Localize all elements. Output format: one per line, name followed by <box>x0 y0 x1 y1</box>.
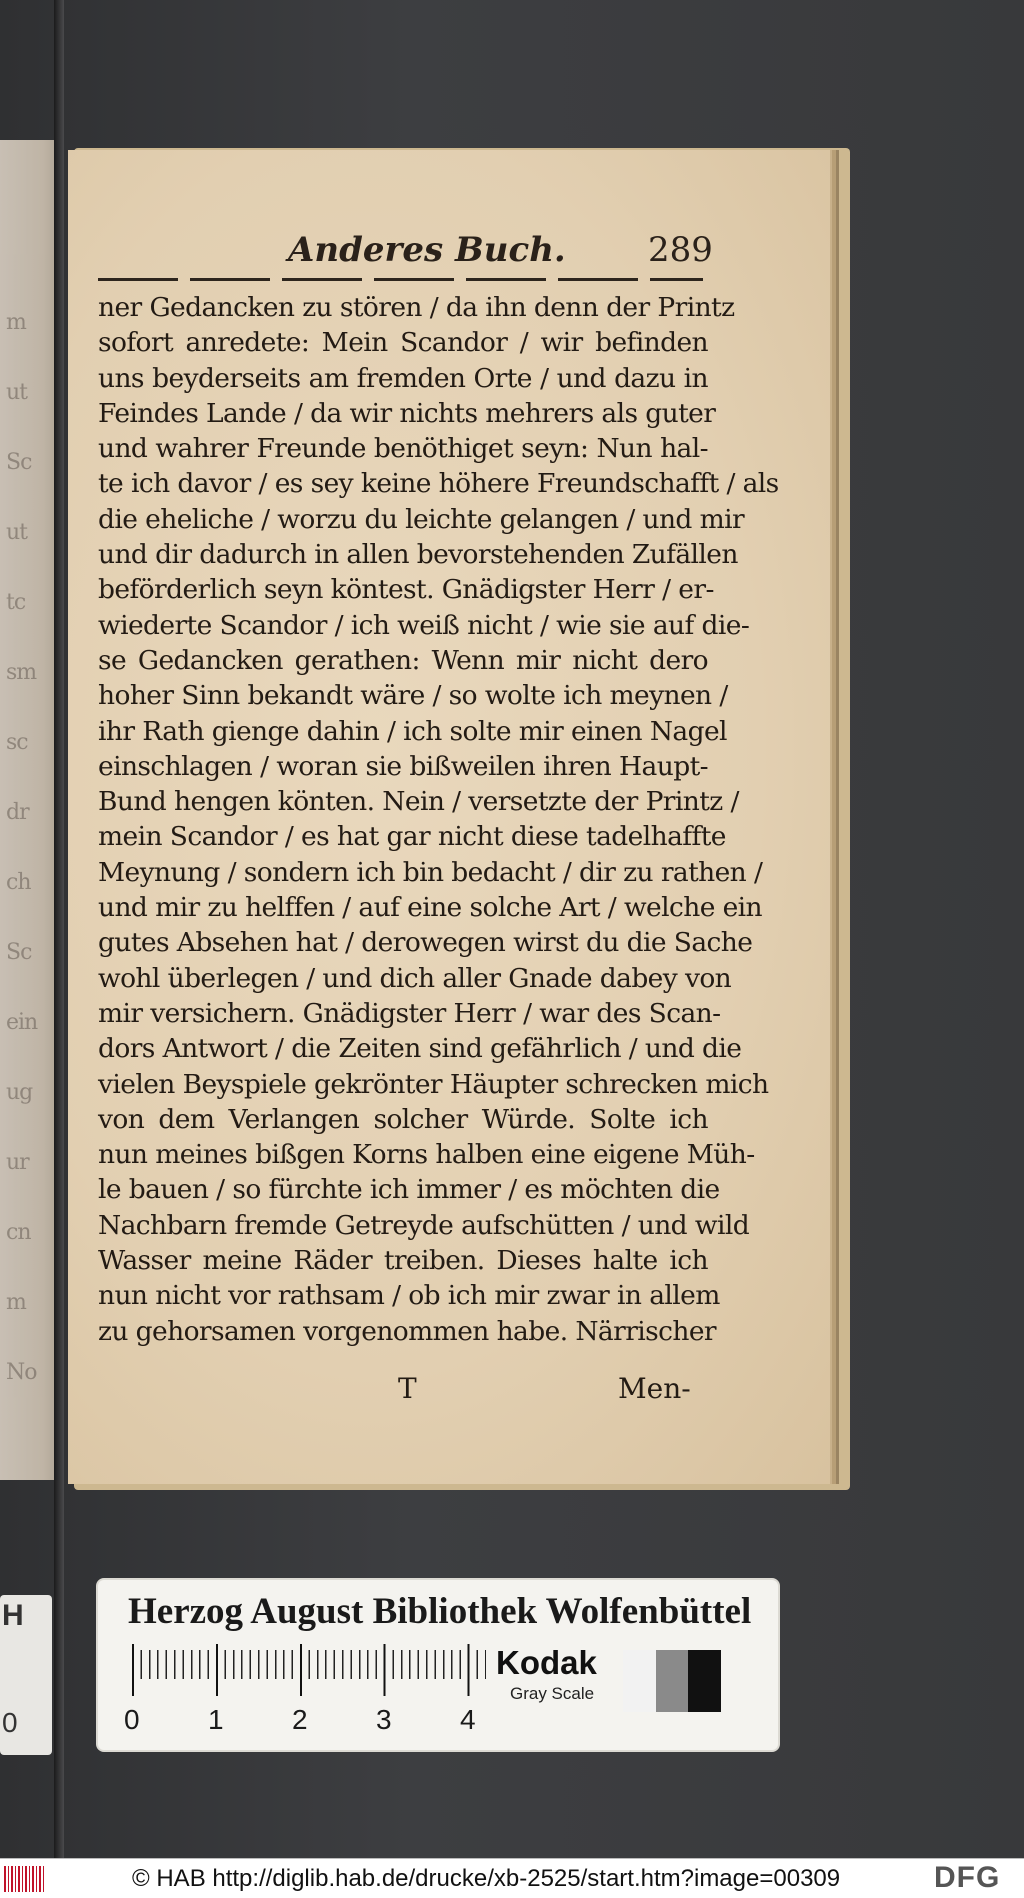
text-line: Feindes Lande / da wir nichts mehrers als guter <box>98 397 716 429</box>
signature-mark: T <box>398 1372 417 1405</box>
ruler-number: 0 <box>124 1704 140 1735</box>
library-scale-card <box>98 1580 778 1750</box>
text-line: hoher Sinn bekandt wäre / so wolte ich meynen / <box>98 680 728 712</box>
text-line: mir versichern. Gnädigster Herr / war des Scan- <box>98 997 721 1029</box>
ruler-number: 4 <box>460 1704 476 1735</box>
text-line: und mir zu helffen / auf eine solche Art / welche ein <box>98 892 763 924</box>
gray-swatch <box>623 1650 656 1712</box>
running-head: Anderes Buch. <box>288 230 566 270</box>
text-line: Nachbarn fremde Getreyde aufschütten / und wild <box>98 1209 750 1241</box>
ruler-major-ticks <box>132 1644 486 1696</box>
kodak-logo: Kodak <box>496 1644 597 1681</box>
text-line: und wahrer Freunde benöthiget seyn: Nun hal- <box>98 433 708 465</box>
text-line: te ich davor / es sey keine höhere Freundschafft / als <box>98 468 779 500</box>
left-card-letter: H <box>2 1599 24 1632</box>
left-scale-card <box>0 1595 52 1755</box>
text-line: von dem Verlangen solcher Würde. Solte ich <box>98 1103 708 1135</box>
catchword: Men- <box>618 1372 691 1405</box>
page-number: 289 <box>648 230 713 270</box>
text-line: le bauen / so fürchte ich immer / es möchten die <box>98 1174 720 1206</box>
library-name: Herzog August Bibliothek Wolfenbüttel <box>128 1591 752 1632</box>
text-line: mein Scandor / es hat gar nicht diese tadelhaffte <box>98 821 726 853</box>
gray-swatch <box>688 1650 721 1712</box>
copyright-link[interactable]: © HAB http://diglib.hab.de/drucke/xb-2525/start.htm?image=00309 <box>132 1865 841 1892</box>
previous-page-edge: m ut Sc ut tc sm sc dr ch Sc ein ug ur cn m No <box>0 140 62 1480</box>
text-line: die eheliche / worzu du leichte gelangen / und mir <box>98 503 745 535</box>
ruler-number: 1 <box>208 1704 224 1735</box>
text-line: ner Gedancken zu stören / da ihn denn der Printz <box>98 292 735 323</box>
left-card-number: 0 <box>2 1707 18 1738</box>
text-line: uns beyderseits am fremden Orte / und dazu in <box>98 362 708 394</box>
footer-bar <box>0 1858 1024 1898</box>
text-line: und dir dadurch in allen bevorstehenden Zufällen <box>98 539 738 571</box>
text-line: beförderlich seyn köntest. Gnädigster Herr / er- <box>98 574 714 606</box>
text-line: Meynung / sondern ich bin bedacht / dir zu rathen / <box>98 856 763 888</box>
ruler-number: 2 <box>292 1704 308 1735</box>
text-line: ihr Rath gienge dahin / ich solte mir einen Nagel <box>98 715 727 747</box>
text-line: wohl überlegen / und dich aller Gnade dabey von <box>98 962 732 994</box>
gray-scale-label: Gray Scale <box>510 1684 595 1703</box>
body-text <box>98 290 779 1349</box>
book-spine <box>54 0 64 1858</box>
text-line: Bund hengen könten. Nein / versetzte der Printz / <box>98 786 739 818</box>
gray-swatch <box>656 1650 689 1712</box>
text-line: nun nicht vor rathsam / ob ich mir zwar in allem <box>98 1280 720 1312</box>
book-page <box>68 150 830 1484</box>
header-rule <box>98 278 703 281</box>
text-line: nun meines bißgen Korns halben eine eigene Müh- <box>98 1139 755 1171</box>
text-line: sofort anredete: Mein Scandor / wir befinden <box>98 327 708 359</box>
gray-scale-swatches <box>623 1650 721 1712</box>
text-line: einschlagen / woran sie bißweilen ihren Haupt- <box>98 750 708 782</box>
barcode-icon <box>4 1866 46 1892</box>
text-line: dors Antwort / die Zeiten sind gefährlich / und die <box>98 1033 742 1065</box>
dfg-logo: DFG <box>934 1861 1001 1894</box>
text-line: se Gedancken gerathen: Wenn mir nicht dero <box>98 644 708 676</box>
text-line: wiederte Scandor / ich weiß nicht / wie sie auf die- <box>98 609 750 641</box>
text-line: gutes Absehen hat / derowegen wirst du die Sache <box>98 927 753 959</box>
text-line: Wasser meine Räder treiben. Dieses halte ich <box>98 1245 708 1277</box>
text-line: vielen Beyspiele gekrönter Häupter schrecken mich <box>98 1068 769 1100</box>
text-line: zu gehorsamen vorgenommen habe. Närrischer <box>98 1315 716 1347</box>
ruler-number: 3 <box>376 1704 392 1735</box>
